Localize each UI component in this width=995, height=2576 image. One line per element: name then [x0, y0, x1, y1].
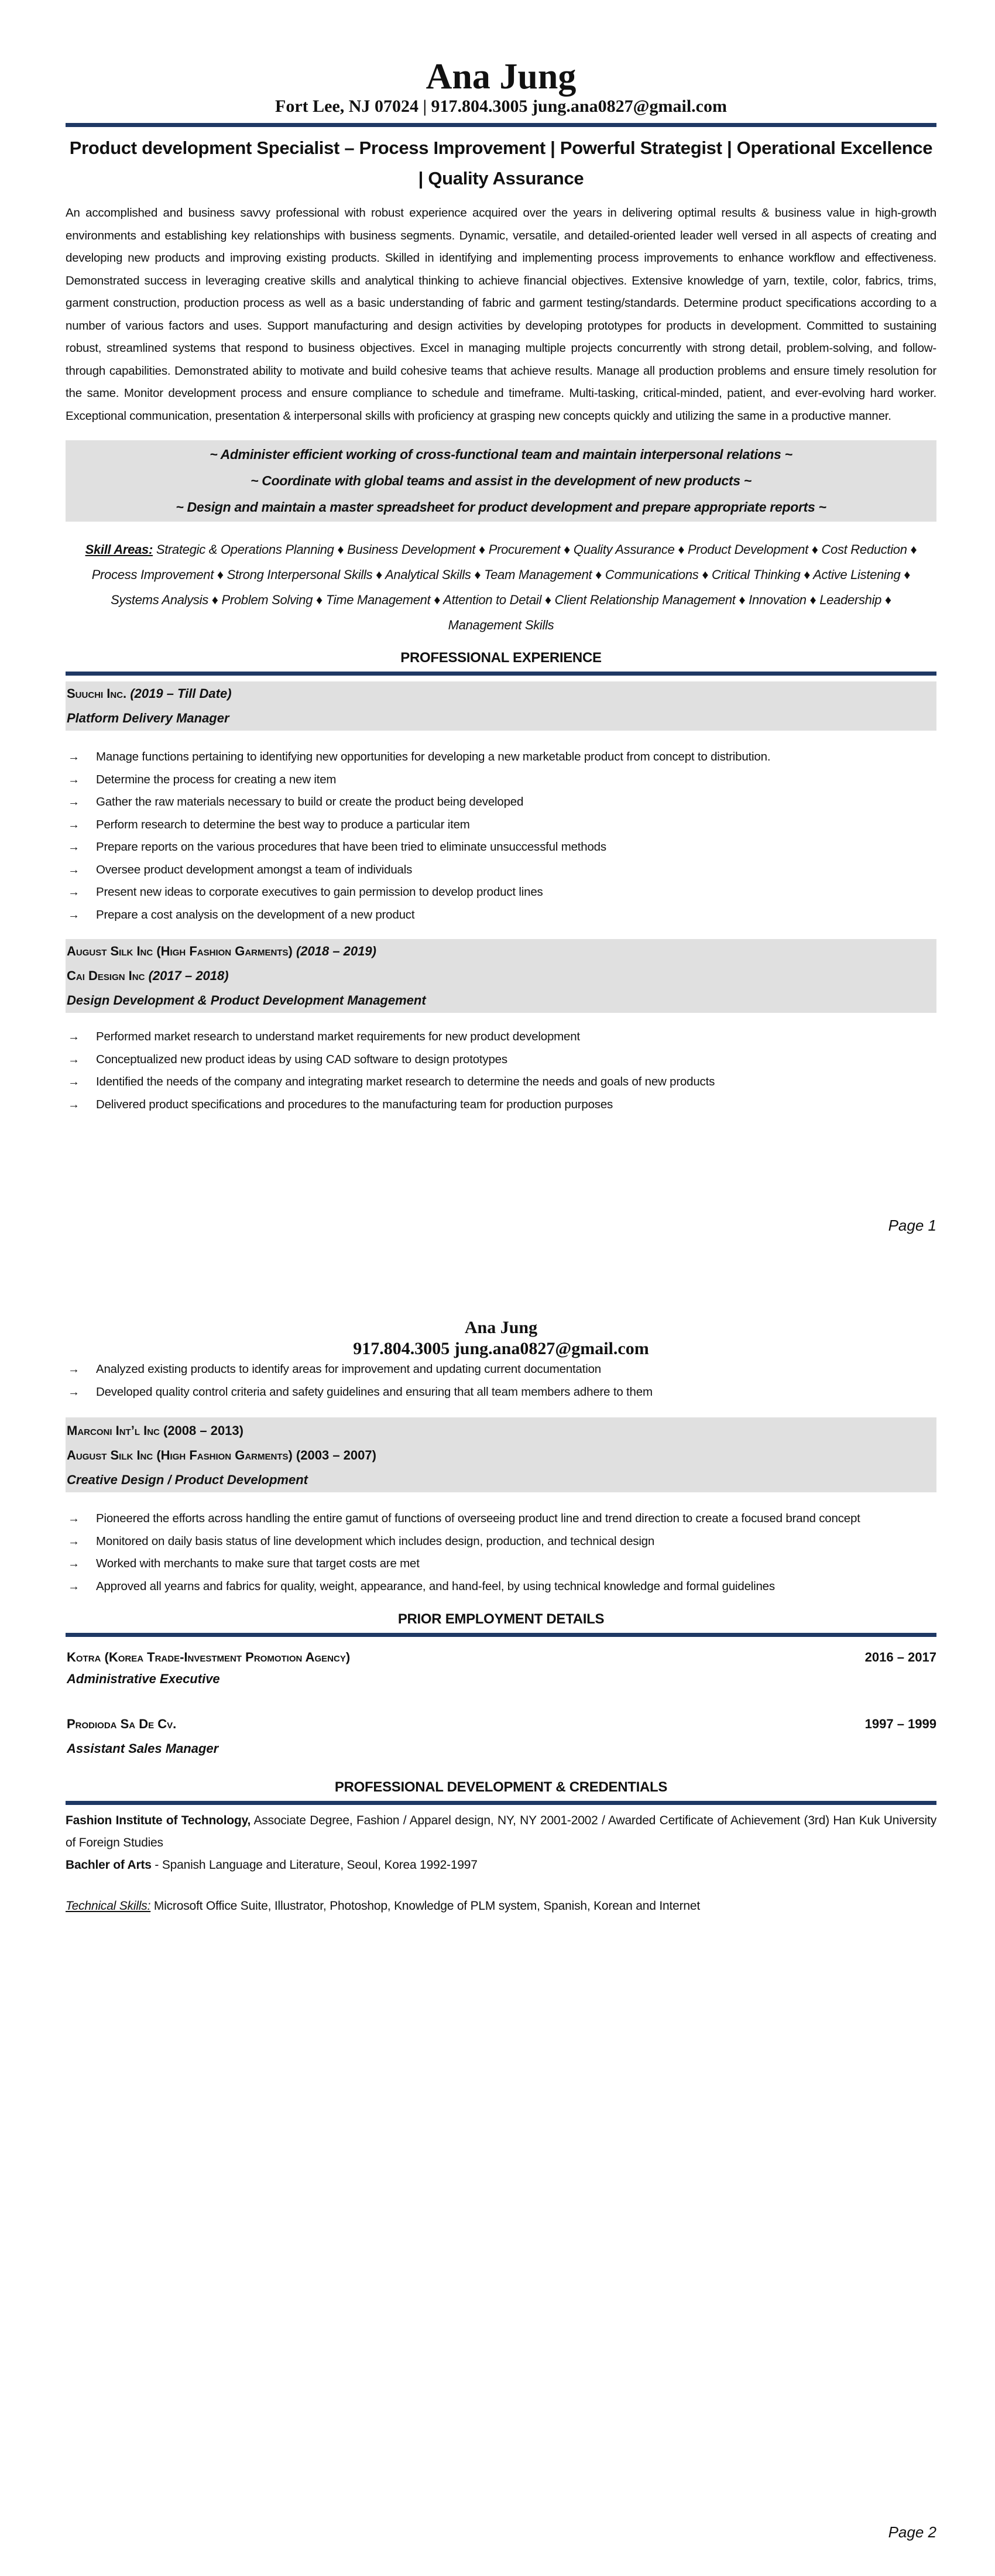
focus-line: ~ Coordinate with global teams and assist in the development of new products ~: [251, 473, 752, 488]
job-bullets: [66, 1358, 936, 1403]
technical-skills-label: Technical Skills:: [66, 1899, 151, 1913]
resume-page-2: [0, 1288, 995, 2576]
company-name: Cai Design Inc (2017 – 2018): [67, 968, 229, 983]
section-divider: [66, 1633, 936, 1637]
job-bullets: [66, 1026, 936, 1116]
contact-line: Fort Lee, NJ 07024 | 917.804.3005 jung.ana0827@gmail.com: [275, 97, 727, 116]
job-dates: (2018 – 2019): [296, 944, 376, 958]
arrow-bullet-icon: →: [68, 751, 80, 763]
bullet-item: [66, 746, 936, 769]
bullet-text: Determine the process for creating a new item: [96, 772, 337, 786]
bullet-text: Oversee product development amongst a team of individuals: [96, 862, 413, 876]
skill-areas: [66, 537, 936, 638]
company-name: Marconi Int’l Inc (2008 – 2013): [67, 1423, 243, 1438]
arrow-bullet-icon: →: [68, 1363, 80, 1376]
header-divider: [66, 123, 936, 127]
bullet-text: Analyzed existing products to identify areas for improvement and updating current documentation: [96, 1362, 602, 1376]
bullet-item: [66, 814, 936, 837]
arrow-bullet-icon: →: [68, 863, 80, 876]
technical-skills: [66, 1895, 936, 1917]
bullet-item: [66, 1071, 936, 1094]
arrow-bullet-icon: →: [68, 1580, 80, 1593]
job-header: [66, 681, 936, 731]
page2-header: [66, 1317, 936, 1917]
job-header: [66, 939, 936, 1013]
arrow-bullet-icon: →: [68, 796, 80, 809]
bullet-text: Developed quality control criteria and safety guidelines and ensuring that all team members adhere to them: [96, 1385, 653, 1399]
prior-item: [66, 1645, 936, 1688]
bullet-item: [66, 1026, 936, 1049]
job-bullets: [66, 746, 936, 926]
arrow-bullet-icon: →: [68, 773, 80, 786]
page-number: Page 2: [888, 2523, 936, 2541]
section-heading-experience: PROFESSIONAL EXPERIENCE: [400, 650, 602, 666]
headline: Product development Specialist – Process Improvement | Powerful Strategist | Operational Excellence | Quality Assurance: [69, 138, 933, 189]
bullet-item: [66, 1049, 936, 1071]
education-entry: [66, 1810, 936, 1854]
bullet-text: Gather the raw materials necessary to build or create the product being developed: [96, 795, 524, 809]
bullet-item: [66, 1575, 936, 1598]
section-divider: [66, 672, 936, 676]
education-details: - Spanish Language and Literature, Seoul, Korea 1992-1997: [151, 1858, 478, 1872]
bullet-text: Present new ideas to corporate executives to gain permission to develop product lines: [96, 885, 543, 899]
bullet-text: Identified the needs of the company and integrating market research to determine the needs and goals of new products: [96, 1075, 715, 1088]
bullet-text: Delivered product specifications and procedures to the manufacturing team for production purposes: [96, 1097, 613, 1111]
arrow-bullet-icon: →: [68, 841, 80, 854]
arrow-bullet-icon: →: [68, 818, 80, 831]
job-dates: 2016 – 2017: [864, 1650, 936, 1664]
company-name: Kotra (Korea Trade-Investment Promotion Agency): [67, 1650, 351, 1664]
job-dates: 1997 – 1999: [864, 1717, 936, 1731]
bullet-item: [66, 791, 936, 814]
arrow-bullet-icon: →: [68, 1098, 80, 1111]
page-number: Page 1: [888, 1217, 936, 1234]
technical-skills-list: Microsoft Office Suite, Illustrator, Photoshop, Knowledge of PLM system, Spanish, Korean and Internet: [150, 1899, 700, 1913]
job-title: Assistant Sales Manager: [67, 1741, 219, 1756]
arrow-bullet-icon: →: [68, 908, 80, 922]
bullet-text: Perform research to determine the best way to produce a particular item: [96, 817, 470, 831]
arrow-bullet-icon: →: [68, 1030, 80, 1043]
degree: Bachler of Arts: [66, 1858, 152, 1872]
arrow-bullet-icon: →: [68, 1557, 80, 1570]
job-bullets: [66, 1508, 936, 1598]
bullet-text: Conceptualized new product ideas by using CAD software to design prototypes: [96, 1052, 507, 1066]
job-title: Design Development & Product Development Management: [67, 993, 426, 1008]
company-name: August Silk Inc (High Fashion Garments) (2003 – 2007): [67, 1448, 376, 1462]
bullet-item: [66, 859, 936, 882]
bullet-text: Prepare a cost analysis on the development of a new product: [96, 907, 415, 922]
summary-paragraph: An accomplished and business savvy professional with robust experience acquired over the years in delivering optimal results & business value in high-growth environments and establishing key relationships with business segments. Dynamic, versatile, and detailed-oriented leader well versed in all aspects of creating and developing new products and improving existing products. Skilled in identifying and implementing process improvements to enhance workflow and effectiveness. Demonstrated success in leveraging creative skills and analytical thinking to achieve financial objectives. Extensive knowledge of yarn, textile, color, fabrics, trims, garment construction, production process as well as a basic understanding of fabric and garment testing/standards. Determine product specifications according to a number of various factors and uses. Support manufacturing and design activities by developing prototypes for products in development. Committed to sustaining robust, streamlined systems that respond to business objectives. Excel in managing multiple projects concurrently with strong detail, problem-solving, and follow-through capabilities. Demonstrated ability to motivate and build cohesive teams that achieve results. Manage all production problems and ensure timely resolution for the same. Monitor development process and ensure compliance to schedule and timeframe. Multi-tasking, critical-minded, patient, and ever-evolving hard worker. Exceptional communication, presentation & interpersonal skills with proficiency at grasping new concepts quickly and utilizing the same in a productive manner.: [66, 206, 936, 423]
arrow-bullet-icon: →: [68, 1075, 80, 1088]
skill-areas-list: Strategic & Operations Planning ♦ Business Development ♦ Procurement ♦ Quality Assurance ♦ Product Development ♦ Cost Reduction ♦ Process Improvement ♦ Strong Interpersonal Skills ♦ Analytical Skills ♦ Team Management ♦ Communications ♦ Critical Thinking ♦ Active Listening ♦ Systems Analysis ♦ Problem Solving ♦ Time Management ♦ Attention to Detail ♦ Client Relationship Management ♦ Innovation ♦ Leadership ♦ Management Skills: [91, 542, 917, 632]
job-dates: (2019 – Till Date): [130, 686, 232, 701]
bullet-text: Performed market research to understand market requirements for new product development: [96, 1030, 580, 1043]
candidate-name: Ana Jung: [464, 1318, 538, 1337]
bullet-item: [66, 836, 936, 859]
arrow-bullet-icon: →: [68, 1385, 80, 1399]
bullet-item: [66, 904, 936, 927]
section-heading-prior: PRIOR EMPLOYMENT DETAILS: [397, 1611, 605, 1627]
bullet-item: [66, 1381, 936, 1404]
contact-line: 917.804.3005 jung.ana0827@gmail.com: [353, 1339, 649, 1358]
arrow-bullet-icon: →: [68, 886, 80, 899]
arrow-bullet-icon: →: [68, 1512, 80, 1525]
education-entry: [66, 1854, 936, 1876]
candidate-name: Ana Jung: [426, 57, 577, 97]
focus-line: ~ Administer efficient working of cross-functional team and maintain interpersonal relations ~: [210, 447, 792, 462]
bullet-item: [66, 881, 936, 904]
bullet-item: [66, 1094, 936, 1116]
company-name: August Silk Inc (High Fashion Garments) (2018 – 2019): [67, 944, 376, 958]
bullet-item: [66, 1530, 936, 1553]
job-header: [66, 1417, 936, 1492]
arrow-bullet-icon: →: [68, 1053, 80, 1066]
bullet-text: Prepare reports on the various procedures that have been tried to eliminate unsuccessful methods: [96, 840, 606, 854]
arrow-bullet-icon: →: [68, 1534, 80, 1548]
job-title: Creative Design / Product Development: [67, 1472, 308, 1487]
bullet-text: Monitored on daily basis status of line development which includes design, production, and technical design: [96, 1534, 655, 1548]
prior-item: [66, 1712, 936, 1761]
bullet-item: [66, 1358, 936, 1381]
bullet-item: [66, 1508, 936, 1530]
header: [66, 57, 936, 1116]
bullet-text: Approved all yearns and fabrics for quality, weight, appearance, and hand-feel, by using technical knowledge and formal guidelines: [96, 1579, 775, 1593]
bullet-text: Manage functions pertaining to identifying new opportunities for developing a new marketable product from concept to distribution.: [96, 750, 771, 763]
skill-areas-label: Skill Areas:: [85, 542, 153, 557]
company-name: Prodioda Sa De Cv.: [67, 1717, 177, 1731]
company-name: Suuchi Inc. (2019 – Till Date): [67, 686, 232, 701]
bullet-item: [66, 1553, 936, 1575]
job-dates: (2017 – 2018): [148, 968, 229, 983]
bullet-text: Worked with merchants to make sure that target costs are met: [96, 1557, 420, 1570]
job-title: Platform Delivery Manager: [67, 711, 229, 725]
focus-line: ~ Design and maintain a master spreadsheet for product development and prepare appropriate reports ~: [176, 499, 826, 515]
job-title: Administrative Executive: [67, 1671, 220, 1686]
focus-box: [66, 440, 936, 522]
section-divider: [66, 1801, 936, 1805]
bullet-item: [66, 769, 936, 792]
institution: Fashion Institute of Technology,: [66, 1814, 251, 1827]
education-details: Associate Degree, Fashion / Apparel design, NY, NY 2001-2002 / Awarded Certificate of Achievement (3rd) Han Kuk University of Foreign Studies: [66, 1814, 936, 1849]
section-heading-credentials: PROFESSIONAL DEVELOPMENT & CREDENTIALS: [334, 1779, 668, 1795]
bullet-text: Pioneered the efforts across handling the entire gamut of functions of overseeing product line and trend direction to create a focused brand concept: [96, 1512, 860, 1525]
